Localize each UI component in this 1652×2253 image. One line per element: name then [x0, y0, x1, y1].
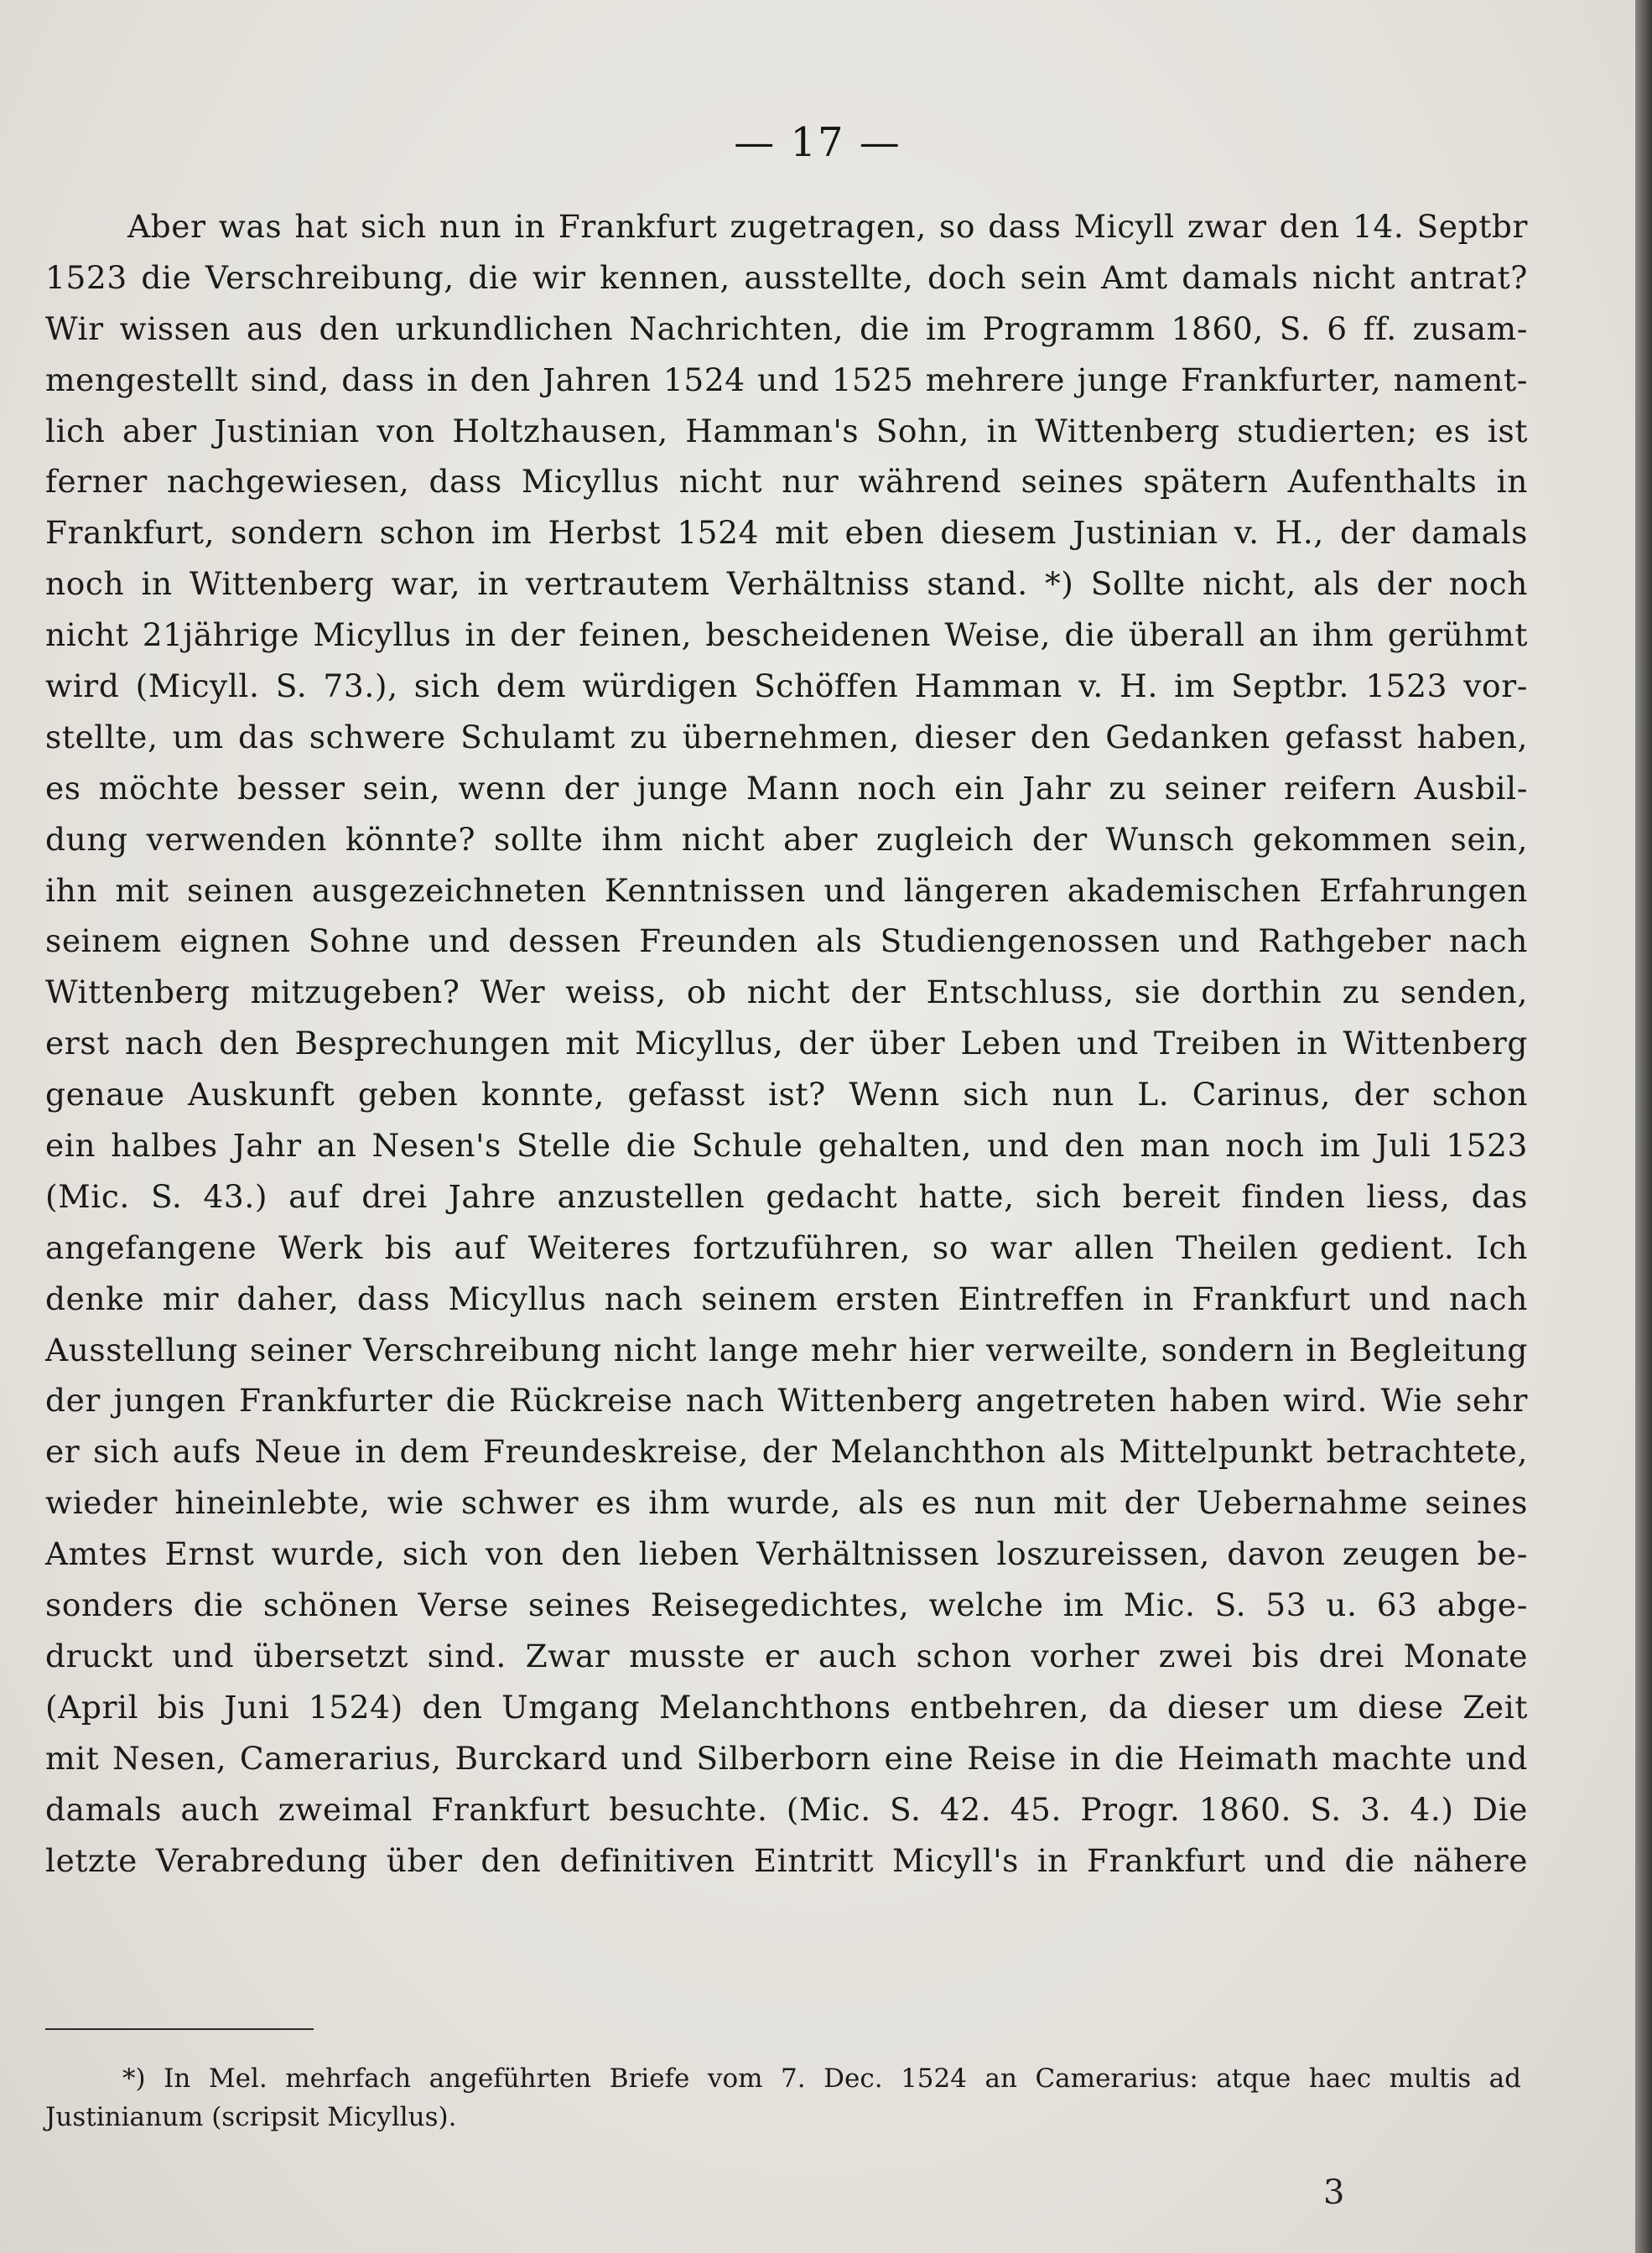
body-text — [45, 201, 1528, 1886]
text-line: angefangene Werk bis auf Weiteres fortzuführen, so war allen Theilen gedient. Ich — [45, 1228, 1528, 1266]
footnotes — [45, 2059, 1521, 2136]
footnote-line: Justinianum (scripsit Micyllus). — [45, 2102, 457, 2132]
text-line: wieder hineinlebte, wie schwer es ihm wurde, als es nun mit der Uebernahme seines — [45, 1484, 1528, 1522]
text-line: denke mir daher, dass Micyllus nach seinem ersten Eintreffen in Frankfurt und nach — [45, 1280, 1528, 1317]
text-line: er sich aufs Neue in dem Freundeskreise, der Melanchthon als Mittelpunkt betrachtete, — [45, 1433, 1528, 1471]
text-line: (April bis Juni 1524) den Umgang Melanchthons entbehren, da dieser um diese Zeit — [45, 1688, 1528, 1726]
text-line: Wir wissen aus den urkundlichen Nachrichten, die im Programm 1860, S. 6 ff. zusam- — [45, 309, 1528, 347]
text-line: genaue Auskunft geben konnte, gefasst ist? Wenn sich nun L. Carinus, der schon — [45, 1076, 1528, 1114]
text-line: sonders die schönen Verse seines Reisegedichtes, welche im Mic. S. 53 u. 63 abge- — [45, 1586, 1528, 1624]
text-line: ein halbes Jahr an Nesen's Stelle die Schule gehalten, und den man noch im Juli 1523 — [45, 1127, 1528, 1165]
text-line: Ausstellung seiner Verschreibung nicht lange mehr hier verweilte, sondern in Begleitung — [45, 1331, 1528, 1368]
text-line: letzte Verabredung über den definitiven Eintritt Micyll's in Frankfurt und die nähere — [45, 1841, 1528, 1879]
text-line: mit Nesen, Camerarius, Burckard und Silberborn eine Reise in die Heimath machte und — [45, 1739, 1528, 1777]
signature-mark: 3 — [1323, 2173, 1345, 2212]
footnote-divider — [45, 2028, 314, 2030]
binding-edge-shadow — [1635, 0, 1652, 2253]
text-line: mengestellt sind, dass in den Jahren 1524 und 1525 mehrere junge Frankfurter, nament- — [45, 361, 1528, 398]
text-line: es möchte besser sein, wenn der junge Mann noch ein Jahr zu seiner reifern Ausbil- — [45, 769, 1528, 807]
text-line: lich aber Justinian von Holtzhausen, Hamman's Sohn, in Wittenberg studierten; es ist — [45, 412, 1528, 449]
text-line: nicht 21jährige Micyllus in der feinen, bescheidenen Weise, die überall an ihm gerühmt — [45, 616, 1528, 654]
text-line: dung verwenden könnte? sollte ihm nicht aber zugleich der Wunsch gekommen sein, — [45, 820, 1528, 858]
text-line: noch in Wittenberg war, in vertrautem Verhältniss stand. *) Sollte nicht, als der noch — [45, 565, 1528, 603]
text-line: Frankfurt, sondern schon im Herbst 1524 mit eben diesem Justinian v. H., der damals — [45, 514, 1528, 552]
text-line: seinem eignen Sohne und dessen Freunden als Studiengenossen und Rathgeber nach — [45, 922, 1528, 960]
text-line: ferner nachgewiesen, dass Micyllus nicht nur während seines spätern Aufenthalts in — [45, 463, 1528, 501]
text-line: Aber was hat sich nun in Frankfurt zugetragen, so dass Micyll zwar den 14. Septbr — [127, 208, 1528, 245]
text-line: damals auch zweimal Frankfurt besuchte. (Mic. S. 42. 45. Progr. 1860. S. 3. 4.) Die — [45, 1790, 1528, 1828]
footnote-line: *) In Mel. mehrfach angeführten Briefe vom 7. Dec. 1524 an Camerarius: atque haec multis ad — [122, 2064, 1521, 2094]
text-line: druckt und übersetzt sind. Zwar musste er auch schon vorher zwei bis drei Monate — [45, 1637, 1528, 1674]
text-line: der jungen Frankfurter die Rückreise nach Wittenberg angetreten haben wird. Wie sehr — [45, 1382, 1528, 1420]
text-line: Amtes Ernst wurde, sich von den lieben Verhältnissen loszureissen, davon zeugen be- — [45, 1535, 1528, 1573]
text-line: stellte, um das schwere Schulamt zu übernehmen, dieser den Gedanken gefasst haben, — [45, 718, 1528, 755]
text-line: ihn mit seinen ausgezeichneten Kenntnissen und längeren akademischen Erfahrungen — [45, 871, 1528, 909]
text-line: 1523 die Verschreibung, die wir kennen, ausstellte, doch sein Amt damals nicht antrat? — [45, 258, 1528, 296]
text-line: wird (Micyll. S. 73.), sich dem würdigen Schöffen Hamman v. H. im Septbr. 1523 vor- — [45, 667, 1528, 705]
text-line: (Mic. S. 43.) auf drei Jahre anzustellen gedacht hatte, sich bereit finden liess, das — [45, 1177, 1528, 1215]
page-number: — 17 — — [734, 119, 901, 166]
text-line: erst nach den Besprechungen mit Micyllus, der über Leben und Treiben in Wittenberg — [45, 1025, 1528, 1062]
text-line: Wittenberg mitzugeben? Wer weiss, ob nicht der Entschluss, sie dorthin zu senden, — [45, 973, 1528, 1011]
